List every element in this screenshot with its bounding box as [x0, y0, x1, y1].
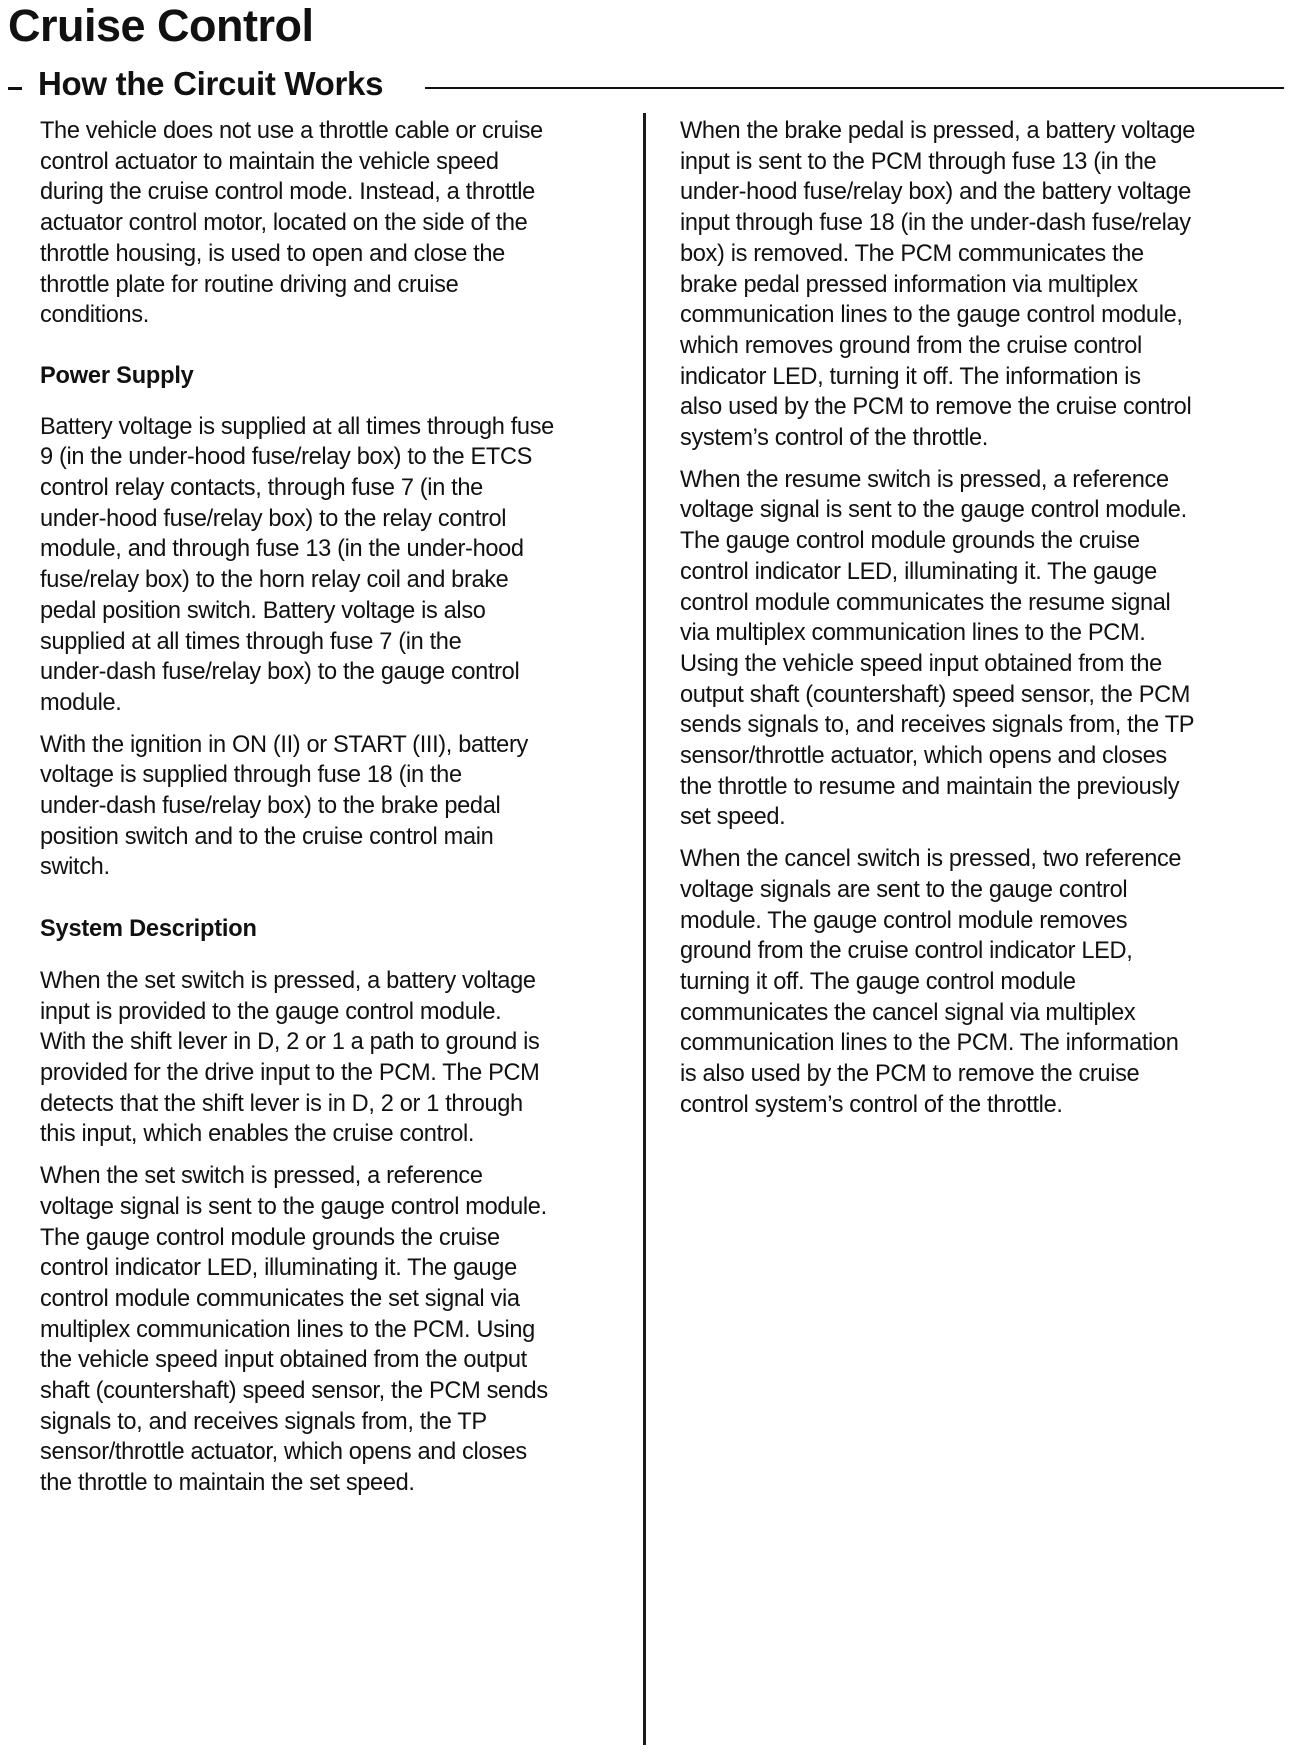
page-title: Cruise Control — [8, 0, 314, 51]
text-line: ground from the cruise control indicator LED, — [680, 938, 1133, 965]
text-line: control indicator LED, illuminating it. The gauge — [40, 1255, 517, 1282]
text-line: throttle housing, is used to open and close the — [40, 240, 505, 267]
system-description-paragraph-2 — [40, 1161, 625, 1499]
cancel-switch-paragraph — [680, 844, 1280, 1120]
system-description-paragraph-1 — [40, 966, 625, 1150]
text-line: control actuator to maintain the vehicle speed — [40, 148, 499, 175]
text-line: input is sent to the PCM through fuse 13 (in the — [680, 148, 1157, 175]
text-line: position switch and to the cruise control main — [40, 823, 494, 850]
text-line: conditions. — [40, 302, 149, 329]
text-line: output shaft (countershaft) speed sensor, the PCM — [680, 681, 1191, 708]
brake-pedal-paragraph — [680, 116, 1280, 454]
text-line: When the set switch is pressed, a reference — [40, 1163, 483, 1190]
column-divider — [643, 113, 646, 1745]
text-line: When the set switch is pressed, a battery voltage — [40, 967, 536, 994]
text-line: throttle plate for routine driving and cruise — [40, 271, 459, 298]
text-line: during the cruise control mode. Instead, a throttle — [40, 179, 535, 206]
text-line: detects that the shift lever is in D, 2 or 1 through — [40, 1090, 523, 1117]
text-line: actuator control motor, located on the side of the — [40, 210, 528, 237]
text-line: Battery voltage is supplied at all times through fuse — [40, 413, 554, 440]
power-supply-heading: Power Supply — [40, 362, 194, 389]
text-line: provided for the drive input to the PCM. The PCM — [40, 1059, 540, 1086]
text-line: control module communicates the set signal via — [40, 1285, 520, 1312]
text-line: pedal position switch. Battery voltage is also — [40, 597, 486, 624]
text-line: this input, which enables the cruise control. — [40, 1121, 475, 1148]
text-line: control indicator LED, illuminating it. The gauge — [680, 558, 1157, 585]
text-line: When the cancel switch is pressed, two reference — [680, 846, 1182, 873]
text-line: With the ignition in ON (II) or START (III), battery — [40, 731, 528, 758]
text-line: module. — [40, 689, 122, 716]
text-line: box) is removed. The PCM communicates the — [680, 240, 1144, 267]
section-header — [8, 62, 1284, 106]
text-line: under-dash fuse/relay box) to the gauge control — [40, 659, 520, 686]
text-line: voltage signals are sent to the gauge control — [680, 876, 1128, 903]
power-supply-paragraph-1 — [40, 412, 625, 719]
text-line: the vehicle speed input obtained from the output — [40, 1347, 527, 1374]
section-header-dash — [8, 87, 22, 90]
text-line: fuse/relay box) to the horn relay coil and brake — [40, 567, 509, 594]
text-line: system’s control of the throttle. — [680, 425, 988, 452]
text-line: communication lines to the gauge control module, — [680, 302, 1183, 329]
text-line: indicator LED, turning it off. The information is — [680, 363, 1141, 390]
text-line: switch. — [40, 854, 110, 881]
text-line: sensor/throttle actuator, which opens and closes — [680, 743, 1167, 770]
text-line: supplied at all times through fuse 7 (in the — [40, 628, 462, 655]
text-line: is also used by the PCM to remove the cruise — [680, 1061, 1140, 1088]
text-line: under-hood fuse/relay box) and the battery voltage — [680, 179, 1192, 206]
text-line: Using the vehicle speed input obtained from the — [680, 650, 1162, 677]
text-line: voltage is supplied through fuse 18 (in the — [40, 762, 462, 789]
text-line: When the brake pedal is pressed, a battery voltage — [680, 118, 1195, 144]
text-line: via multiplex communication lines to the PCM. — [680, 620, 1146, 647]
text-line: input is provided to the gauge control module. — [40, 998, 502, 1025]
text-line: under-dash fuse/relay box) to the brake pedal — [40, 793, 501, 820]
text-line: 9 (in the under-hood fuse/relay box) to the ETCS — [40, 444, 533, 471]
right-column — [680, 116, 1280, 1132]
text-line: control relay contacts, through fuse 7 (in the — [40, 475, 483, 502]
text-line: sends signals to, and receives signals from, the TP — [680, 712, 1195, 739]
text-line: The vehicle does not use a throttle cable or cruise — [40, 118, 543, 144]
text-line: multiplex communication lines to the PCM. Using — [40, 1316, 535, 1343]
text-line: sensor/throttle actuator, which opens and closes — [40, 1439, 527, 1466]
section-header-rule — [425, 87, 1284, 89]
text-line: The gauge control module grounds the cruise — [40, 1224, 500, 1251]
text-line: signals to, and receives signals from, the TP — [40, 1408, 487, 1435]
text-line: module, and through fuse 13 (in the under-hood — [40, 536, 524, 563]
text-line: The gauge control module grounds the cruise — [680, 528, 1140, 555]
system-description-heading: System Description — [40, 916, 257, 943]
text-line: brake pedal pressed information via multiplex — [680, 271, 1138, 298]
text-line: which removes ground from the cruise control — [680, 332, 1142, 359]
text-line: set speed. — [680, 804, 786, 831]
text-line: communicates the cancel signal via multiplex — [680, 999, 1136, 1026]
text-line: turning it off. The gauge control module — [680, 968, 1076, 995]
text-line: under-hood fuse/relay box) to the relay control — [40, 505, 507, 532]
text-line: input through fuse 18 (in the under-dash fuse/relay — [680, 210, 1191, 237]
text-line: When the resume switch is pressed, a reference — [680, 466, 1169, 493]
text-line: the throttle to maintain the set speed. — [40, 1470, 415, 1497]
text-line: With the shift lever in D, 2 or 1 a path to ground is — [40, 1029, 540, 1056]
text-line: shaft (countershaft) speed sensor, the PCM sends — [40, 1378, 548, 1405]
resume-switch-paragraph — [680, 465, 1280, 833]
text-line: communication lines to the PCM. The information — [680, 1030, 1179, 1057]
text-line: voltage signal is sent to the gauge control module. — [680, 497, 1187, 524]
text-line: control module communicates the resume signal — [680, 589, 1171, 616]
text-line: voltage signal is sent to the gauge control module. — [40, 1193, 547, 1220]
text-line: module. The gauge control module removes — [680, 907, 1128, 934]
power-supply-paragraph-2 — [40, 730, 625, 884]
text-line: the throttle to resume and maintain the previously — [680, 773, 1180, 800]
text-line: control system’s control of the throttle. — [680, 1091, 1063, 1118]
section-subtitle: How the Circuit Works — [38, 65, 384, 102]
intro-paragraph — [40, 116, 625, 331]
left-column — [40, 116, 625, 1510]
text-line: also used by the PCM to remove the cruise control — [680, 394, 1192, 421]
